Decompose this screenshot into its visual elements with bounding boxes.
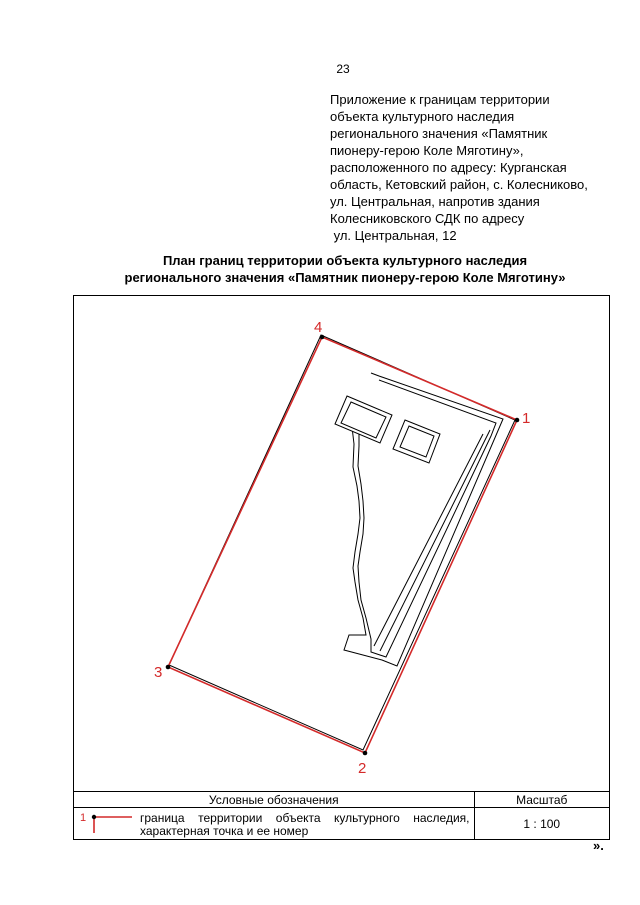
legend-header-symbols: Условные обозначения xyxy=(74,792,474,808)
legend-row xyxy=(74,808,609,841)
boundary-point-label: 1 xyxy=(522,410,531,427)
boundary-point-marker xyxy=(166,665,171,670)
heritage-boundary xyxy=(168,337,517,753)
plan-title xyxy=(60,252,630,286)
legend-symbol-cell xyxy=(74,808,474,841)
boundary-line-symbol xyxy=(74,808,136,840)
appendix-line: пионеру-герою Коле Мяготину», xyxy=(330,143,524,158)
closing-quote-mark: ». xyxy=(593,838,604,853)
appendix-line: Приложение к границам территории xyxy=(330,92,550,107)
legend-header-row xyxy=(74,792,609,808)
pedestal-left xyxy=(335,396,392,443)
plan-title-line: План границ территории объекта культурного наследия xyxy=(162,253,528,268)
pedestal-right xyxy=(393,420,440,463)
appendix-line: объекта культурного наследия xyxy=(330,109,515,124)
boundary-point-marker xyxy=(515,418,520,423)
appendix-line: Колесниковского СДК по адресу xyxy=(330,211,525,226)
legend-marker-label: 1 xyxy=(80,812,87,824)
legend-description-line: характерная точка и ее номер xyxy=(140,823,309,838)
appendix-line: расположенного по адресу: Курганская xyxy=(330,160,567,175)
legend-description-line: граница территории объекта культурного наследия, xyxy=(140,810,470,825)
legend-table xyxy=(74,791,609,840)
appendix-line: ул. Центральная, напротив здания xyxy=(330,194,540,209)
legend-scale-value: 1 : 100 xyxy=(474,808,609,841)
boundary-point-label: 2 xyxy=(358,760,367,777)
legend-header-scale: Масштаб xyxy=(474,792,609,808)
plan-frame xyxy=(73,295,610,840)
appendix-line: область, Кетовский район, с. Колесниково, xyxy=(330,177,588,192)
plan-title-line: регионального значения «Памятник пионеру-герою Коле Мяготину» xyxy=(124,270,566,285)
appendix-note xyxy=(330,91,620,244)
site-plan-drawing xyxy=(74,296,609,791)
page-number: 23 xyxy=(336,62,350,76)
wall-inner-line xyxy=(380,430,490,651)
boundary-point-marker xyxy=(363,751,368,756)
boundary-point-label: 3 xyxy=(154,664,163,681)
appendix-line: регионального значения «Памятник xyxy=(330,126,548,141)
boundary-point-label: 4 xyxy=(314,319,323,336)
legend-description xyxy=(136,811,474,838)
appendix-line: ул. Центральная, 12 xyxy=(330,228,457,243)
